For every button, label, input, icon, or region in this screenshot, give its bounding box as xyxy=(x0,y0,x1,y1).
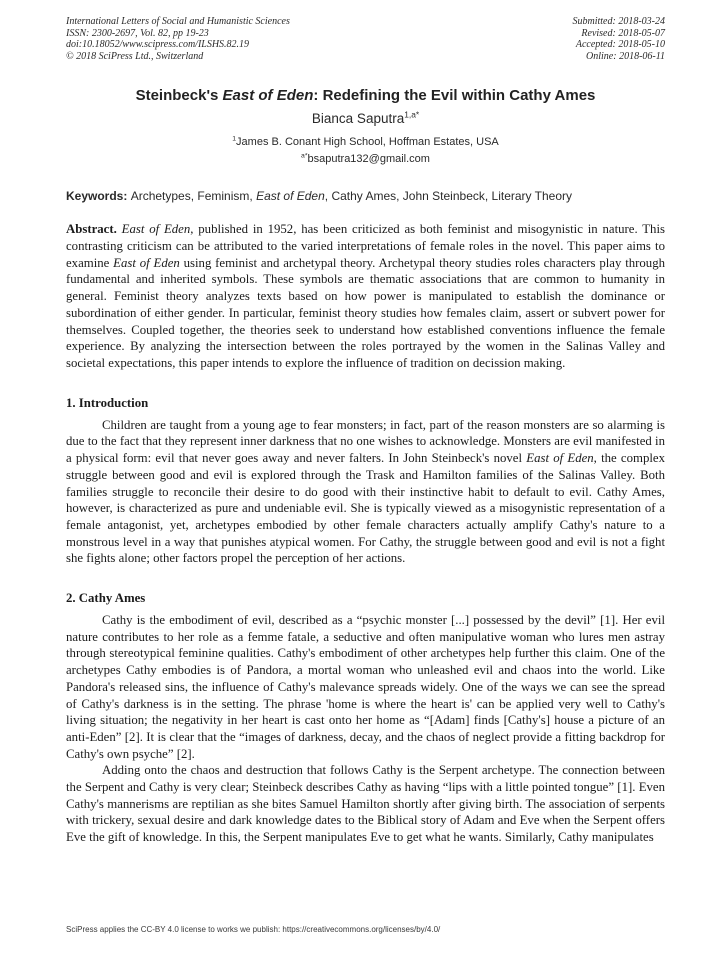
text-run: East of Eden xyxy=(256,189,325,204)
author-email xyxy=(66,153,665,165)
cathy-ames-paragraph-2 xyxy=(66,762,665,846)
text-run: Archetypes, Feminism, xyxy=(130,189,257,204)
submission-dates xyxy=(573,16,666,62)
text-run: a* xyxy=(301,152,308,160)
date-accepted: Accepted: 2018-05-10 xyxy=(575,39,665,51)
text-run: East of Eden xyxy=(121,222,191,237)
text-run: Steinbeck's xyxy=(135,87,223,105)
journal-doi: doi:10.18052/www.scipress.com/ILSHS.82.19 xyxy=(66,39,250,51)
text-run: Children are taught from a young age to fear monsters; in fact, part of the reason monsters are so alarming is due to the fact that they represent inner darkness that no one wishes to acknowledge. Monsters are evil manifested in a physical form: evil that never goes away and never falters. In John Steinbeck's novel xyxy=(66,417,665,466)
text-run: Abstract. xyxy=(66,222,122,237)
section-heading-introduction: 1. Introduction xyxy=(66,395,149,410)
date-submitted: Submitted: 2018-03-24 xyxy=(572,16,665,27)
introduction-paragraph xyxy=(66,417,665,567)
journal-info xyxy=(66,16,290,62)
text-run: 1,a* xyxy=(404,109,420,120)
text-run: Bianca Saputra xyxy=(311,111,405,127)
text-run: Adding onto the chaos and destruction that follows Cathy is the Serpent archetype. The connection between the Serpent and Cathy is very clear; Steinbeck describes Cathy as having “lips with a little pointed tongue” [1]. Even Cathy's mannerisms are reptilian as she bites Samuel Hamilton shortly after giving birth. The association of serpents with trickery, sexual desire and dark knowledge dates to the Biblical story of Adam and Eve when the Serpent offers Eve the gift of knowledge. In this, the Serpent manipulates Eve to get what he wants. Similarly, Cathy manipulates xyxy=(66,763,665,845)
paper-title xyxy=(66,87,665,104)
keywords xyxy=(66,189,665,203)
author-affiliation xyxy=(66,136,665,148)
text-run: Keywords: xyxy=(66,189,131,204)
text-run: East of Eden xyxy=(526,451,594,466)
text-run: James B. Conant High School, Hoffman Estates, USA xyxy=(236,136,499,149)
journal-name: International Letters of Social and Humanistic Sciences xyxy=(66,16,290,27)
date-revised: Revised: 2018-05-07 xyxy=(581,27,665,39)
text-run: East of Eden xyxy=(222,87,314,105)
text-run: Cathy is the embodiment of evil, described as a “psychic monster [...] possessed by the devil” [1]. Her evil nature contributes to her role as a femme fatale, a seductive and often manipulative woman who lures men astray through stereotypical feminine qualities. Cathy's embodiment of other archetypes help further this claim. One of the archetypes Cathy embodies is of Pandora, a mortal woman who unleashed evil and chaos into the world. Like Pandora's released sins, the influence of Cathy's malevance spreads widely. One of the ways we can see the spread of Cathy's darkness is in the setting. The phrase 'home is where the heart is' can be applied very well to Cathy's living situation; the negativity in her heart is cast onto her home as “[Adam] finds [Cathy's] house a picture of an anti-Eden” [2]. It is clear that the “images of darkness, decay, and the chaos of neglect provide a fitting backdrop for Cathy's own psyche” [2]. xyxy=(66,613,665,761)
section-heading-cathy-ames: 2. Cathy Ames xyxy=(66,591,146,606)
text-run: , the complex struggle between good and evil is explored through the Trask and Hamilton families of the Salinas Valley. Both families struggle to reconcile their desire to do good with their instinctive habit to default to evil. Cathy Ames, however, is characterized as pure and undeniable evil. She is typically viewed as a misogynistic representation of a female antagonist, yet, archetypes embodied by other female characters actually amplify Cathy's nature to a monstrous level in a way that punishes atypical women. For Cathy, the struggle between good and evil is not a fight she fights alone; other factors propel the perception of her actions. xyxy=(66,451,665,566)
abstract xyxy=(66,221,665,371)
journal-copyright: © 2018 SciPress Ltd., Switzerland xyxy=(66,50,204,62)
text-run: bsaputra132@gmail.com xyxy=(307,153,430,166)
date-online: Online: 2018-06-11 xyxy=(586,50,665,62)
license-footer: SciPress applies the CC-BY 4.0 license to works we publish: https://creativecommons.org/licenses/by/4.0/ xyxy=(66,925,441,934)
text-run: : Redefining the Evil within Cathy Ames xyxy=(313,87,596,105)
text-run: East of Eden xyxy=(113,255,180,270)
text-run: 1 xyxy=(232,135,237,143)
cathy-ames-paragraph-1 xyxy=(66,612,665,762)
journal-issn-volume: ISSN: 2300-2697, Vol. 82, pp 19-23 xyxy=(66,27,209,39)
text-run: using feminist and archetypal theory. Archetypal theory studies roles characters play through fundamental and inherited symbols. These symbols are thematic associations that are common to humanity in general. Feminist theory analyzes texts based on how power is manipulated to establish the dominance or subordination of either gender. In particular, feminist theory studies how females claim, assert or subvert power for themselves. Coupled together, the theories seek to understand how established conventions influence the female experience. By analyzing the intersection between the roles portrayed by the women in the Salinas Valley and societal expectations, this paper intends to explore the influence of tradition on decission making. xyxy=(66,255,665,370)
author-name xyxy=(66,111,665,126)
text-run: , Cathy Ames, John Steinbeck, Literary Theory xyxy=(324,189,573,204)
text-run: , published in 1952, has been criticized as both feminist and misogynistic in nature. This contrasting criticism can be attributed to the varied interpretations of female roles in the novel. This paper aims to examine xyxy=(66,222,665,270)
journal-header xyxy=(66,16,665,62)
